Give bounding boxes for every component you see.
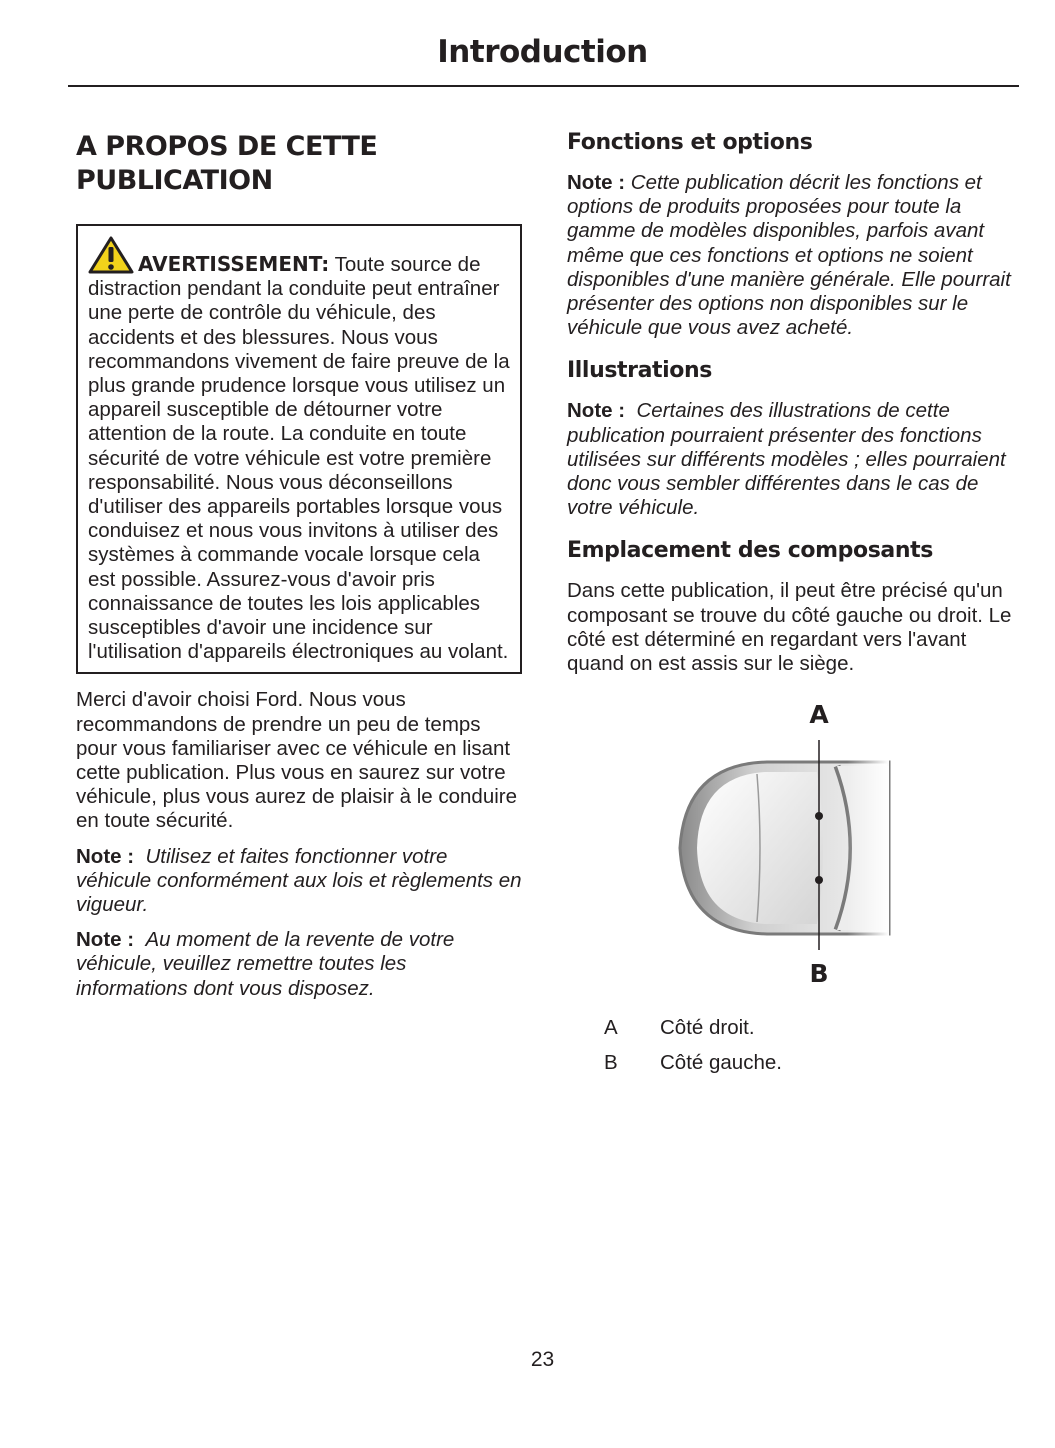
components-heading: Emplacement des composants <box>567 538 933 564</box>
title-divider <box>68 85 1019 87</box>
note-text: Au moment de la revente de votre véhicule, veuillez remettre toutes les informations dont vous disposez. <box>76 928 455 1000</box>
note-label: Note : <box>567 399 626 423</box>
car-top-view-illustration <box>567 700 1015 990</box>
legend-row <box>567 1045 1015 1080</box>
legend-key: A <box>604 1015 618 1039</box>
legend-key: B <box>604 1050 618 1074</box>
note-label: Note : <box>76 844 135 868</box>
note-text: Utilisez et faites fonctionner votre véhicule conformément aux lois et règlements en vigueur. <box>76 844 522 917</box>
note-label: Note : <box>76 928 135 952</box>
illustrations-heading: Illustrations <box>567 358 712 384</box>
note-laws <box>76 845 522 918</box>
page-title: Introduction <box>437 34 648 70</box>
warning-box <box>76 224 522 674</box>
warning-label: AVERTISSEMENT: <box>138 252 330 276</box>
intro-paragraph: Merci d'avoir choisi Ford. Nous vous recommandons de prendre un peu de temps pour vous familiariser avec ce véhicule en lisant cette publication. Plus vous en saurez sur votre véhicule, plus vous aurez de plaisir à le conduire en toute sécurité. <box>76 688 518 833</box>
legend-value: Côté droit. <box>660 1015 755 1039</box>
warning-triangle-icon <box>88 236 134 274</box>
functions-note <box>567 171 1015 340</box>
car-diagram <box>567 700 1015 990</box>
note-text: Cette publication décrit les fonctions et options de produits proposées pour toute la gamme de modèles disponibles, parfois avant même que ces fonctions et options ne soient disponibles d'une manière générale. Elle pourrait présenter des options non disponibles sur le véhicule que vous avez acheté. <box>567 171 1011 340</box>
page-number: 23 <box>530 1348 555 1371</box>
illustrations-note <box>567 399 1015 520</box>
components-paragraph: Dans cette publication, il peut être précisé qu'un composant se trouve du côté gauche ou droit. Le côté est déterminé en regardant vers l'avant quand on est assis sur le siège. <box>567 579 1012 676</box>
section-heading: A PROPOS DE CETTE PUBLICATION <box>76 131 378 196</box>
legend-row <box>567 1010 1015 1045</box>
left-column <box>76 130 522 1001</box>
figure-legend <box>567 1010 1015 1080</box>
functions-heading: Fonctions et options <box>567 130 813 155</box>
figure-label-b: B <box>809 959 829 989</box>
note-text: Certaines des illustrations de cette publication pourraient présenter des fonctions utilisées sur différents modèles ; elles pourraient donc vous sembler différentes dans le cas de votre véhicule. <box>567 399 1006 520</box>
warning-text: Toute source de distraction pendant la conduite peut entraîner une perte de contrôle du véhicule, des accidents et des blessures. Nous vous recommandons vivement de faire preuve de la plus grande prudence lorsque vous utilisez un appareil susceptible de détourner votre attention de la route. La conduite en toute sécurité de votre véhicule est votre première responsabilité. Nous vous déconseillons d'utiliser des appareils portables lorsque vous conduisez et nous vous invitons à utiliser des systèmes à commande vocale lorsque cela est possible. Assurez-vous d'avoir pris connaissance de toutes les lois applicables susceptibles d'avoir une incidence sur l'utilisation d'appareils électroniques au volant. <box>88 253 510 664</box>
figure-label-a: A <box>809 700 829 730</box>
note-label: Note : <box>567 171 626 194</box>
note-resale <box>76 928 522 1001</box>
legend-value: Côté gauche. <box>660 1050 782 1074</box>
right-column <box>567 128 1015 1080</box>
